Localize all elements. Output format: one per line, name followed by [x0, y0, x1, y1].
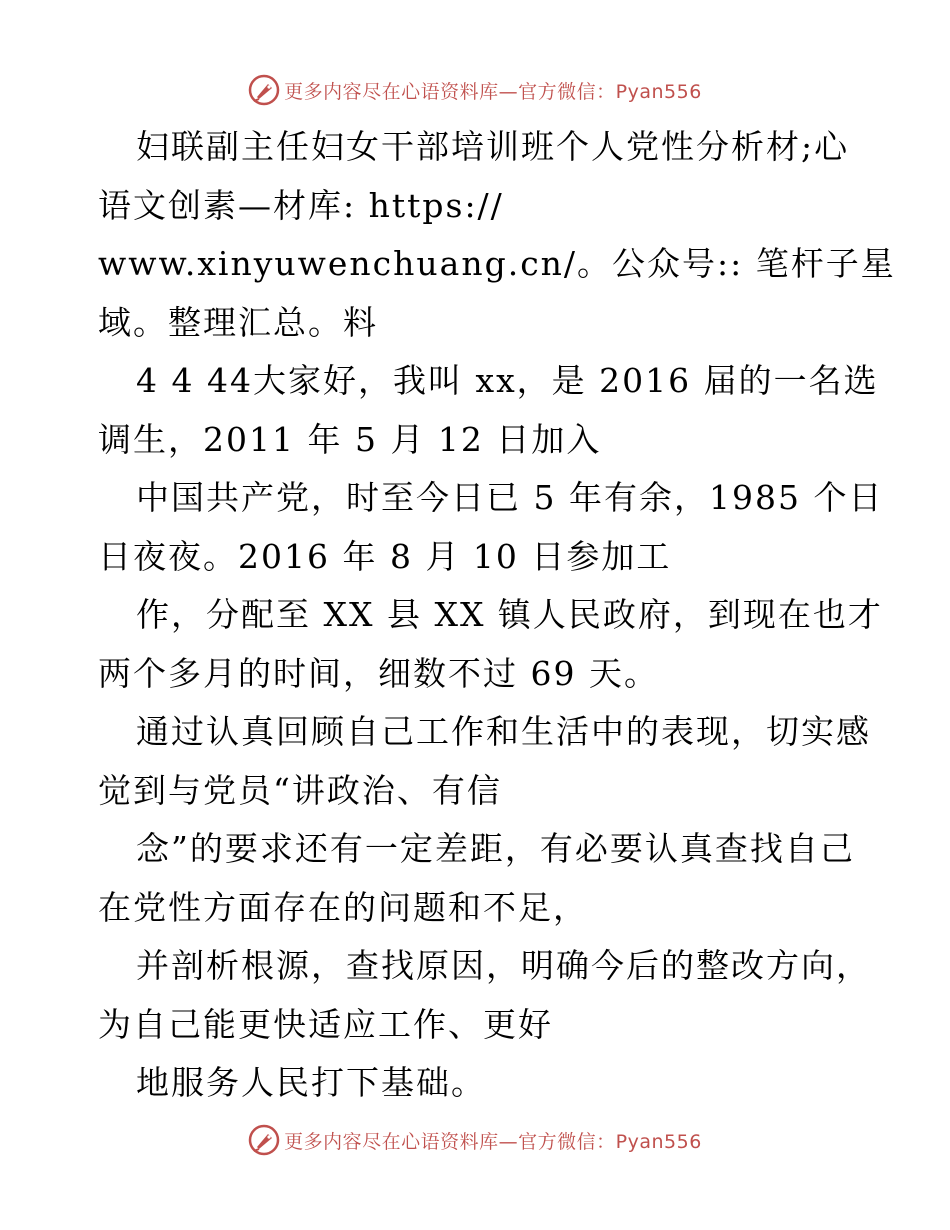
body-line: 语文创素—材库: https:// [98, 185, 504, 225]
body-line: 地服务人民打下基础。 [136, 1063, 486, 1102]
body-line: 觉到与党员“讲政治、有信 [98, 770, 502, 810]
body-line: 在党性方面存在的问题和不足， [98, 887, 588, 927]
body-line: 调生，2011 年 5 月 12 日加入 [98, 419, 602, 459]
body-line: 中国共产党，时至今日已 5 年有余，1985 个日 [136, 478, 884, 517]
body-line: 妇联副主任妇女干部培训班个人党性分析材;心 [136, 127, 850, 166]
body-line: www.xinyuwenchuang.cn/。公众号:: 笔杆子星 [98, 244, 896, 283]
pen-nib-logo-icon [248, 74, 280, 106]
footer-banner [0, 1120, 950, 1160]
body-line: 日夜夜。2016 年 8 月 10 日参加工 [98, 536, 672, 576]
pen-nib-logo-icon [248, 1124, 280, 1156]
body-line: 两个多月的时间，细数不过 69 天。 [98, 653, 659, 693]
document-body [98, 118, 896, 1113]
body-line: 并剖析根源，查找原因，明确今后的整改方向， [136, 946, 871, 985]
body-line: 为自己能更快适应工作、更好 [98, 1004, 553, 1044]
body-line: 念”的要求还有一定差距，有必要认真查找自己 [136, 829, 855, 868]
header-banner-text: 更多内容尽在心语资料库—官方微信：Pyan556 [284, 80, 702, 103]
footer-banner-text: 更多内容尽在心语资料库—官方微信：Pyan556 [284, 1130, 702, 1153]
body-line: 域。整理汇总。料 [98, 302, 378, 342]
body-line: 4 4 44大家好，我叫 xx，是 2016 届的一名选 [136, 361, 879, 400]
header-banner [0, 70, 950, 110]
body-line: 通过认真回顾自己工作和生活中的表现，切实感 [136, 712, 871, 751]
body-line: 作，分配至 XX 县 XX 镇人民政府，到现在也才 [136, 595, 883, 634]
